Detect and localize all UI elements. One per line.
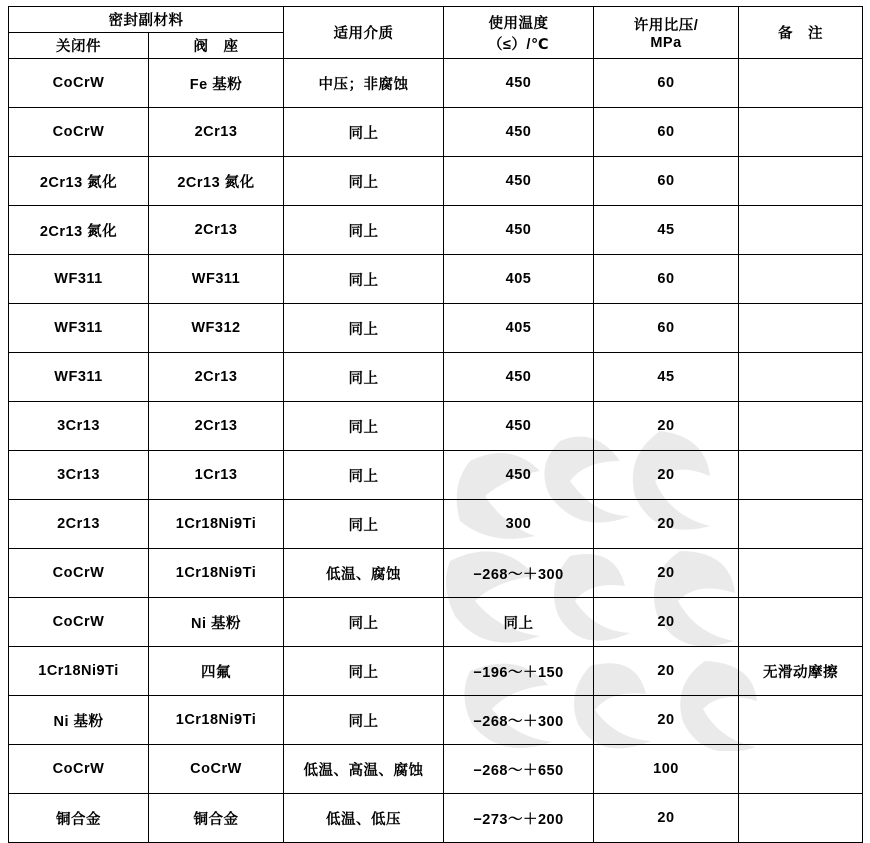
cell-temperature: 405	[444, 304, 594, 353]
header-temperature	[444, 7, 594, 59]
cell-closing-element: WF311	[9, 304, 149, 353]
cell-medium: 低温、高温、腐蚀	[284, 745, 444, 794]
cell-closing-element: 铜合金	[9, 794, 149, 843]
cell-remarks	[739, 598, 863, 647]
table-body	[9, 59, 863, 843]
cell-medium: 同上	[284, 108, 444, 157]
cell-valve-seat: 2Cr13	[149, 108, 284, 157]
cell-remarks	[739, 157, 863, 206]
cell-pressure: 20	[594, 402, 739, 451]
cell-medium: 同上	[284, 255, 444, 304]
header-temperature-line1: 使用温度	[488, 15, 549, 32]
cell-temperature: 300	[444, 500, 594, 549]
cell-medium: 同上	[284, 696, 444, 745]
cell-closing-element: CoCrW	[9, 59, 149, 108]
cell-temperature: −268～＋300	[444, 549, 594, 598]
cell-remarks	[739, 451, 863, 500]
cell-temperature: 450	[444, 59, 594, 108]
cell-temperature: 450	[444, 206, 594, 255]
cell-closing-element: CoCrW	[9, 598, 149, 647]
cell-medium: 同上	[284, 304, 444, 353]
table-row	[9, 549, 863, 598]
table-row	[9, 304, 863, 353]
table-row	[9, 157, 863, 206]
header-row-top	[9, 7, 863, 33]
cell-valve-seat: 1Cr13	[149, 451, 284, 500]
cell-closing-element: CoCrW	[9, 108, 149, 157]
cell-valve-seat: 2Cr13	[149, 206, 284, 255]
cell-pressure: 20	[594, 549, 739, 598]
cell-remarks	[739, 304, 863, 353]
cell-medium: 同上	[284, 598, 444, 647]
cell-valve-seat: 2Cr13	[149, 402, 284, 451]
header-medium: 适用介质	[284, 7, 444, 59]
cell-temperature: 450	[444, 157, 594, 206]
cell-valve-seat: 四氟	[149, 647, 284, 696]
cell-remarks	[739, 402, 863, 451]
cell-medium: 低温、腐蚀	[284, 549, 444, 598]
table-row	[9, 696, 863, 745]
cell-temperature: 405	[444, 255, 594, 304]
cell-closing-element: CoCrW	[9, 549, 149, 598]
table-header	[9, 7, 863, 59]
cell-remarks	[739, 500, 863, 549]
table-row	[9, 206, 863, 255]
cell-pressure: 20	[594, 451, 739, 500]
cell-closing-element: 3Cr13	[9, 451, 149, 500]
cell-closing-element: 3Cr13	[9, 402, 149, 451]
cell-medium: 同上	[284, 647, 444, 696]
table-row	[9, 647, 863, 696]
cell-closing-element: WF311	[9, 255, 149, 304]
table-row	[9, 500, 863, 549]
cell-pressure: 20	[594, 647, 739, 696]
cell-pressure: 60	[594, 157, 739, 206]
cell-temperature: −268～＋650	[444, 745, 594, 794]
cell-pressure: 20	[594, 500, 739, 549]
table-row	[9, 59, 863, 108]
cell-pressure: 20	[594, 598, 739, 647]
cell-medium: 同上	[284, 451, 444, 500]
cell-temperature: −196～＋150	[444, 647, 594, 696]
cell-remarks	[739, 108, 863, 157]
cell-medium: 同上	[284, 206, 444, 255]
cell-valve-seat: CoCrW	[149, 745, 284, 794]
sealing-pair-material-table	[8, 6, 863, 843]
cell-pressure: 20	[594, 794, 739, 843]
table-row	[9, 794, 863, 843]
cell-remarks	[739, 353, 863, 402]
cell-valve-seat: 铜合金	[149, 794, 284, 843]
table-row	[9, 451, 863, 500]
cell-remarks	[739, 794, 863, 843]
cell-remarks: 无滑动摩擦	[739, 647, 863, 696]
table-row	[9, 255, 863, 304]
cell-remarks	[739, 255, 863, 304]
cell-pressure: 100	[594, 745, 739, 794]
cell-remarks	[739, 206, 863, 255]
cell-valve-seat: 2Cr13 氮化	[149, 157, 284, 206]
cell-valve-seat: 2Cr13	[149, 353, 284, 402]
header-closing-element: 关闭件	[9, 33, 149, 59]
cell-remarks	[739, 696, 863, 745]
header-pressure	[594, 7, 739, 59]
cell-medium: 同上	[284, 353, 444, 402]
table-row	[9, 108, 863, 157]
cell-temperature: 450	[444, 108, 594, 157]
cell-medium: 同上	[284, 402, 444, 451]
cell-pressure: 60	[594, 108, 739, 157]
cell-pressure: 60	[594, 304, 739, 353]
cell-valve-seat: Ni 基粉	[149, 598, 284, 647]
cell-pressure: 60	[594, 255, 739, 304]
cell-medium: 同上	[284, 157, 444, 206]
cell-temperature: 450	[444, 402, 594, 451]
cell-valve-seat: WF311	[149, 255, 284, 304]
header-remarks: 备 注	[739, 7, 863, 59]
cell-pressure: 20	[594, 696, 739, 745]
cell-closing-element: Ni 基粉	[9, 696, 149, 745]
cell-remarks	[739, 59, 863, 108]
cell-closing-element: 1Cr18Ni9Ti	[9, 647, 149, 696]
cell-pressure: 45	[594, 206, 739, 255]
header-pressure-line2: MPa	[650, 35, 682, 51]
header-valve-seat: 阀 座	[149, 33, 284, 59]
header-pressure-line1: 许用比压/	[633, 18, 699, 34]
cell-temperature: −273～＋200	[444, 794, 594, 843]
cell-medium: 低温、低压	[284, 794, 444, 843]
cell-valve-seat: 1Cr18Ni9Ti	[149, 549, 284, 598]
cell-closing-element: WF311	[9, 353, 149, 402]
cell-valve-seat: 1Cr18Ni9Ti	[149, 500, 284, 549]
cell-temperature: 450	[444, 451, 594, 500]
table-row	[9, 353, 863, 402]
header-temperature-line2: （≤）/℃	[487, 36, 550, 53]
cell-valve-seat: WF312	[149, 304, 284, 353]
cell-pressure: 60	[594, 59, 739, 108]
cell-valve-seat: 1Cr18Ni9Ti	[149, 696, 284, 745]
cell-closing-element: 2Cr13 氮化	[9, 157, 149, 206]
cell-remarks	[739, 745, 863, 794]
cell-closing-element: 2Cr13 氮化	[9, 206, 149, 255]
cell-remarks	[739, 549, 863, 598]
cell-valve-seat: Fe 基粉	[149, 59, 284, 108]
cell-closing-element: CoCrW	[9, 745, 149, 794]
cell-temperature: 450	[444, 353, 594, 402]
table-row	[9, 598, 863, 647]
cell-medium: 中压；非腐蚀	[284, 59, 444, 108]
cell-closing-element: 2Cr13	[9, 500, 149, 549]
table-row	[9, 402, 863, 451]
cell-temperature: 同上	[444, 598, 594, 647]
cell-temperature: −268～＋300	[444, 696, 594, 745]
cell-pressure: 45	[594, 353, 739, 402]
header-group-sealing-material: 密封副材料	[9, 7, 284, 33]
cell-medium: 同上	[284, 500, 444, 549]
table-row	[9, 745, 863, 794]
